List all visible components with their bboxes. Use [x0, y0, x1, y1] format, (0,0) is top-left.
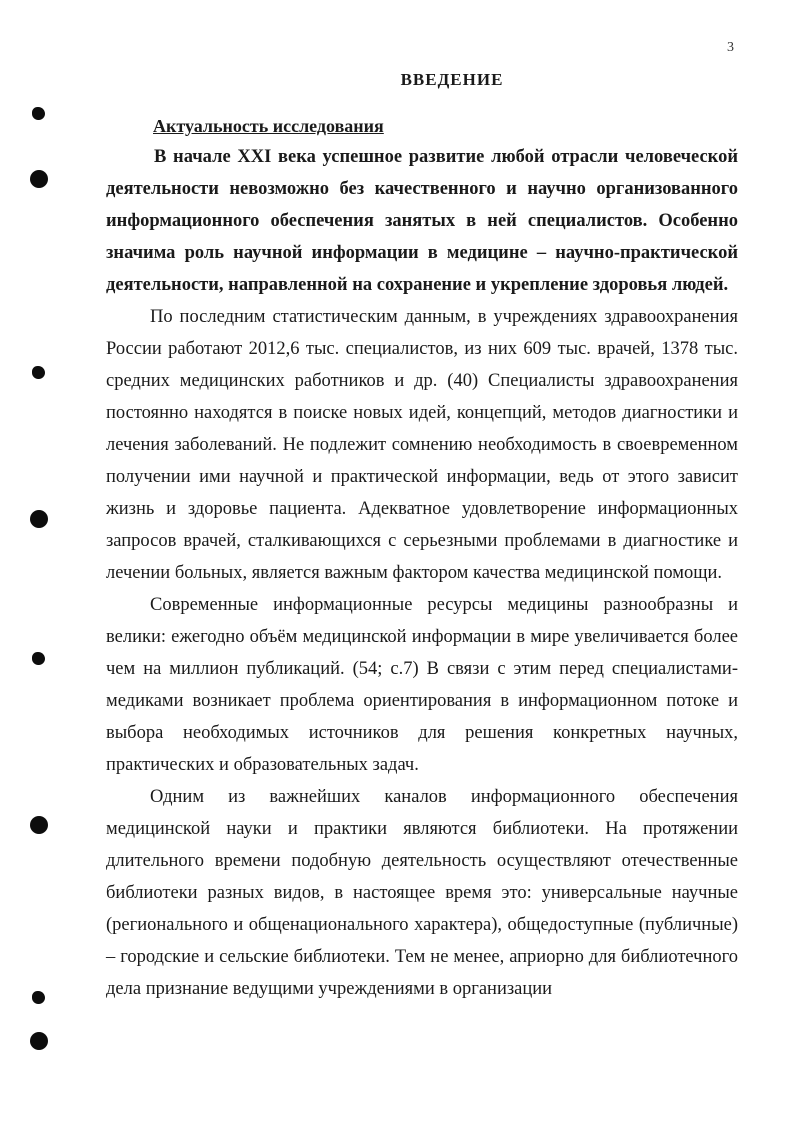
- paragraph-4: Одним из важнейших каналов информационного обеспечения медицинской науки и практики являются библиотеки. На протяжении длительного времени подобную деятельность осуществляют отечественные библиотеки разных видов, в настоящее время это: универсальные научные (регионального и общенационального характера), общедоступные (публичные) – городские и сельские библиотеки. Тем не менее, априорно для библиотечного дела признание ведущими учреждениями в организации: [106, 787, 738, 999]
- chapter-title: ВВЕДЕНИЕ: [400, 70, 504, 89]
- punch-hole: [30, 1032, 48, 1050]
- punch-hole: [30, 816, 48, 834]
- punch-hole: [32, 652, 45, 665]
- body-text: [106, 141, 738, 1005]
- punch-hole: [30, 170, 48, 188]
- punch-hole: [32, 366, 45, 379]
- punch-hole: [32, 107, 45, 120]
- punch-hole: [32, 991, 45, 1004]
- paragraph-3: Современные информационные ресурсы медицины разнообразны и велики: ежегодно объём медицинской информации в мире увеличивается более чем на миллион публикаций. (54; с.7) В связи с этим перед специалистами-медиками возникает проблема ориентирования в информационном потоке и выбора необходимых источников для решения конкретных научных, практических и образовательных задач.: [106, 595, 738, 775]
- paragraph-1: В начале XXI века успешное развитие любой отрасли человеческой деятельности невозможно без качественного и научно организованного информационного обеспечения занятых в ней специалистов. Особенно значима роль научной информации в медицине – научно-практической деятельности, направленной на сохранение и укрепление здоровья людей.: [106, 147, 738, 295]
- paragraph-2: По последним статистическим данным, в учреждениях здравоохранения России работают 2012,6 тыс. специалистов, из них 609 тыс. врачей, 1378 тыс. средних медицинских работников и др. (40) Специалисты здравоохранения постоянно находятся в поиске новых идей, концепций, методов диагностики и лечения заболеваний. Не подлежит сомнению необходимость в своевременном получении ими научной и практической информации, ведь от этого зависит жизнь и здоровье пациента. Адекватное удовлетворение информационных запросов врачей, сталкивающихся с серьезными проблемами в диагностике и лечении больных, является важным фактором качества медицинской помощи.: [106, 307, 738, 583]
- punch-hole: [30, 510, 48, 528]
- section-title: Актуальность исследования: [153, 116, 384, 136]
- page-number: 3: [727, 40, 734, 55]
